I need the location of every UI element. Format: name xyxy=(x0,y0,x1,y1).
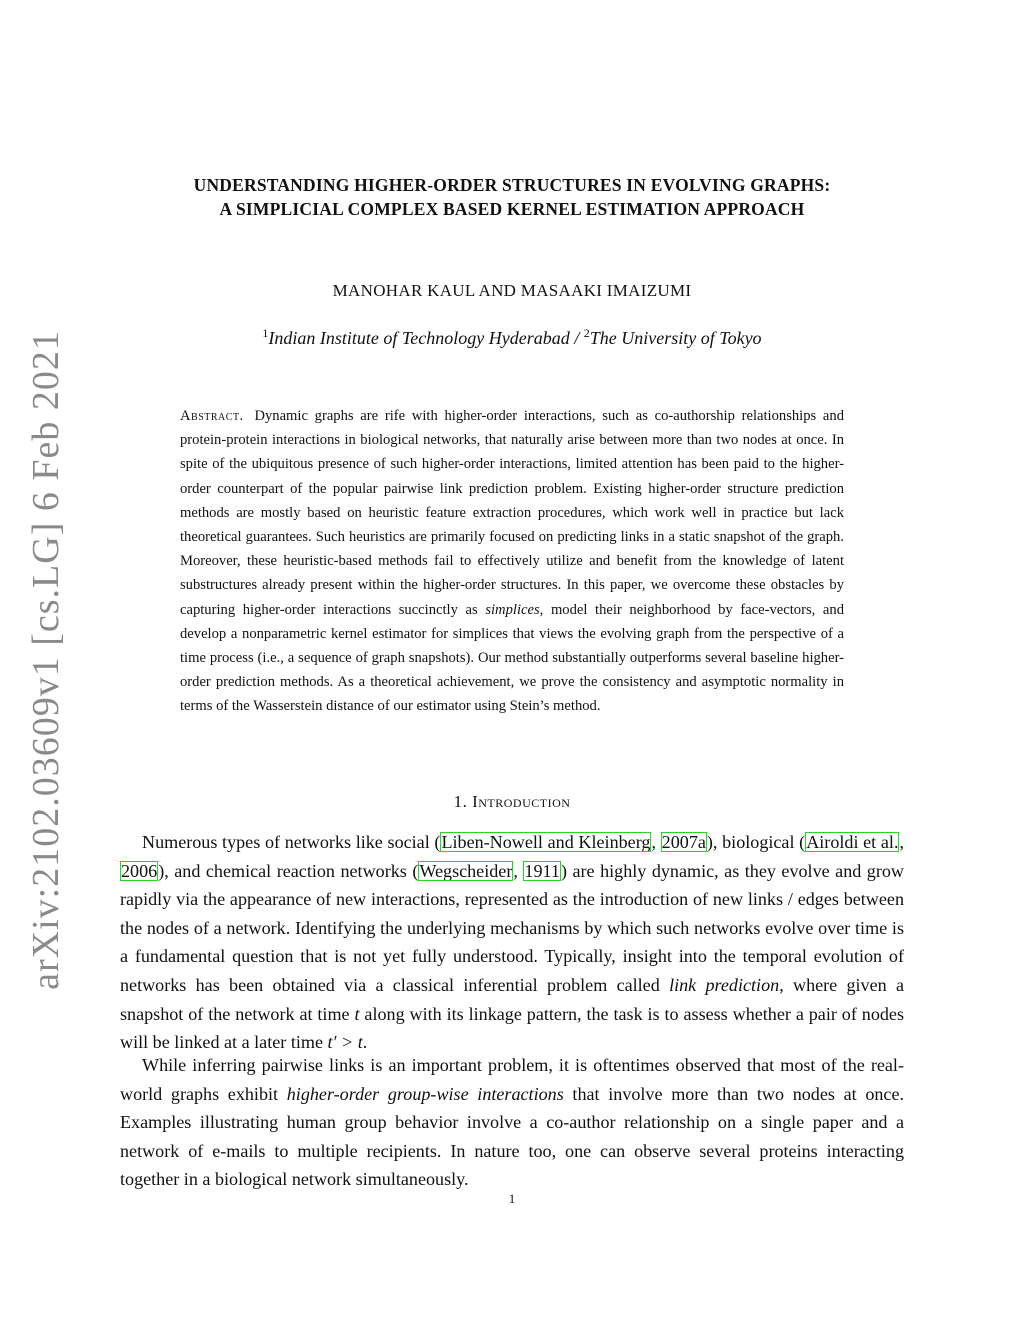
text-run: , xyxy=(651,832,661,852)
affiliation-2: The University of Tokyo xyxy=(589,328,762,348)
text-run: . xyxy=(362,1032,368,1053)
citation-link[interactable]: Airoldi et al. xyxy=(806,832,899,852)
text-run: that involve more than two nodes at once. Examples illustrating human group behavior involve a co-author relationship on a single paper and a network of e-mails to multiple recipients. In nature too, one can observe several proteins interacting together in a biological network simultaneously. xyxy=(120,1083,905,1190)
affiliations xyxy=(100,326,924,349)
emphasis: higher-order group-wise interactions xyxy=(286,1083,564,1104)
text-run: , xyxy=(513,860,524,881)
affiliation-marker-1: 1 xyxy=(262,326,269,340)
abstract xyxy=(180,404,844,719)
text-run: along with its linkage pattern, the task is to assess whether a pair of nodes will be linked at a later time xyxy=(120,1003,904,1053)
citation-link[interactable]: 2007a xyxy=(661,832,706,852)
citation-link[interactable]: 1911 xyxy=(524,860,560,881)
text-run: Numerous types of networks like social ( xyxy=(142,832,441,852)
affiliation-1: Indian Institute of Technology Hyderabad / xyxy=(268,328,584,348)
math-expression: t′ > t xyxy=(327,1032,363,1053)
intro-paragraph-2 xyxy=(120,1051,904,1194)
text-run: ), biological ( xyxy=(706,832,806,852)
title-line-1: UNDERSTANDING HIGHER-ORDER STRUCTURES IN EVOLVING GRAPHS: xyxy=(193,175,831,195)
intro-paragraph-1 xyxy=(120,828,904,1057)
author-list: MANOHAR KAUL AND MASAAKI IMAIZUMI xyxy=(332,281,692,300)
arxiv-identifier-stamp: arXiv:2102.03609v1 [cs.LG] 6 Feb 2021 xyxy=(25,330,67,990)
math-variable: t xyxy=(354,1003,360,1024)
text-run: ), and chemical reaction networks ( xyxy=(158,860,419,881)
abstract-text-part-2: , model their neighborhood by face-vectors, and develop a nonparametric kernel estimator for simplices that views the evolving graph from the perspective of a time process (i.e., a sequence of graph snapshots). Our method substantially outperforms several baseline higher-order prediction methods. As a theoretical achievement, we prove the consistency and asymptotic normality in terms of the Wasserstein distance of our estimator using Stein’s method. xyxy=(180,601,844,715)
section-heading xyxy=(100,792,924,812)
section-title: Introduction xyxy=(472,792,571,811)
abstract-text-part-1: Dynamic graphs are rife with higher-order interactions, such as co-authorship relationships and protein-protein interactions in biological networks, that naturally arise between more than two nodes at once. In spite of the ubiquitous presence of such higher-order interactions, limited attention has been paid to the higher-order counterpart of the popular pairwise link prediction problem. Existing higher-order structure prediction methods are mostly based on heuristic feature extraction procedures, which work well in practice but lack theoretical guarantees. Such heuristics are primarily focused on predicting links in a static snapshot of the graph. Moreover, these heuristic-based methods fail to effectively utilize and benefit from the knowledge of latent substructures already present within the higher-order structures. In this paper, we overcome these obstacles by capturing higher-order interactions succinctly as xyxy=(180,408,844,618)
citation-link[interactable]: Liben-Nowell and Kleinberg xyxy=(441,832,651,852)
text-run: While inferring pairwise links is an important problem, it is oftentimes observed that most of the real-world graphs exhibit xyxy=(120,1055,904,1104)
citation-link[interactable]: Wegscheider xyxy=(419,860,513,881)
abstract-emphasis: simplices xyxy=(485,601,540,618)
section-number: 1. xyxy=(453,792,468,811)
paper-title xyxy=(100,173,924,221)
affiliation-marker-2: 2 xyxy=(583,326,590,340)
text-run: ) are highly dynamic, as they evolve and grow rapidly via the appearance of new interactions, represented as the introduction of new links / edges between the nodes of a network. Identifying the underlying mechanisms by which such networks evolve over time is a fundamental question that is not yet fully understood. Typically, insight into the temporal evolution of networks has been obtained via a classical inferential problem called xyxy=(120,860,904,995)
text-run: , xyxy=(899,832,905,852)
page-number: 1 xyxy=(508,1191,516,1206)
text-run: , where given a snapshot of the network at time xyxy=(120,974,905,1024)
title-line-2: A SIMPLICIAL COMPLEX BASED KERNEL ESTIMATION APPROACH xyxy=(219,199,805,219)
emphasis: link prediction xyxy=(669,974,780,995)
citation-link[interactable]: 2006 xyxy=(121,860,158,881)
abstract-label: Abstract. xyxy=(180,408,244,424)
